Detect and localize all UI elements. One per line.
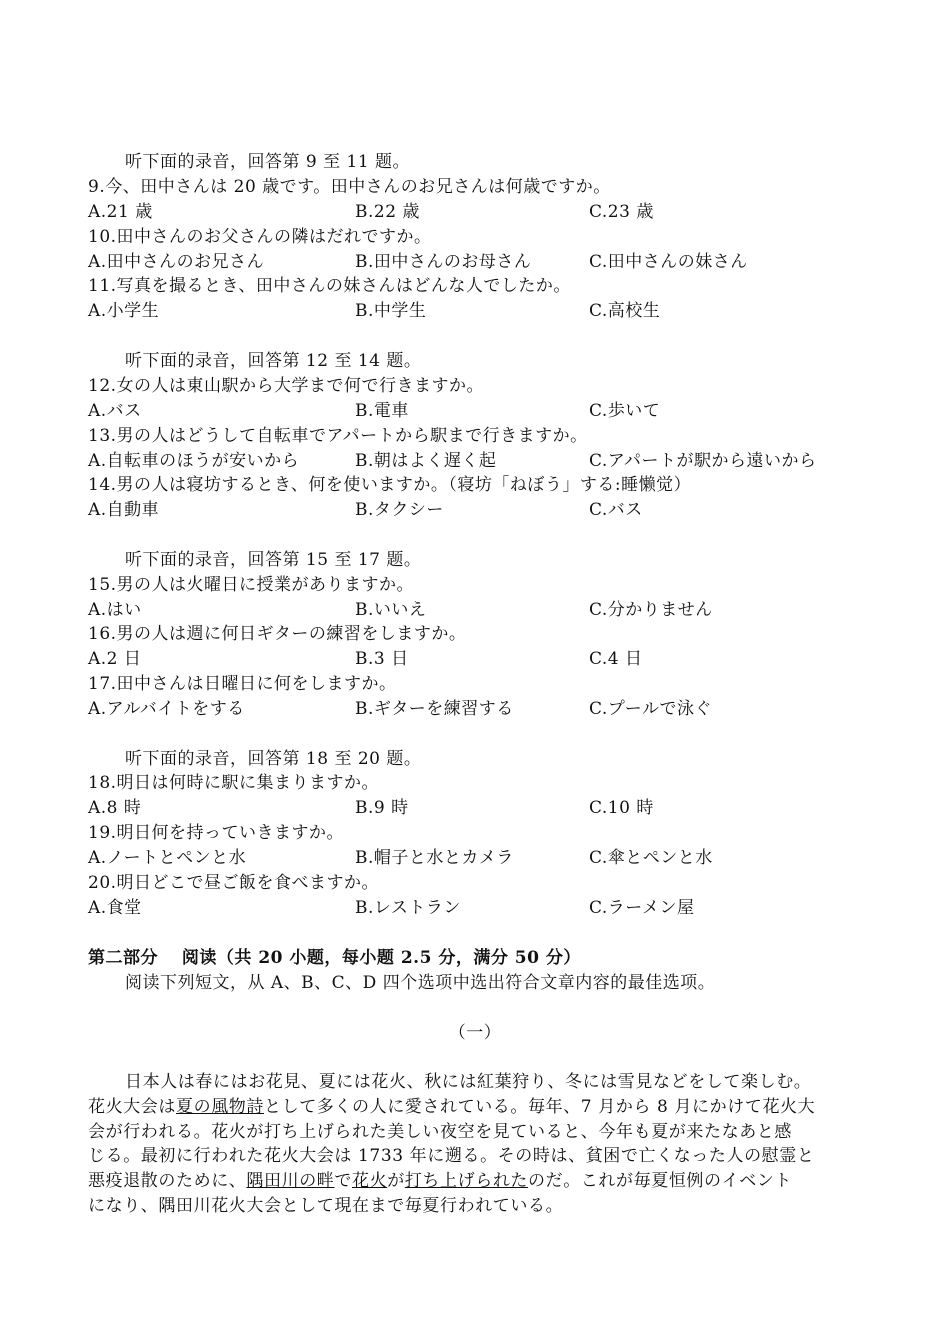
option-a: A.21 歳 bbox=[88, 202, 153, 222]
option-a: A.8 時 bbox=[88, 798, 142, 818]
question-13: 13.男の人はどうして自転車でアパートから駅まで行きますか。 bbox=[88, 426, 588, 446]
passage-text: のだ。これが毎夏恒例のイベント bbox=[528, 1171, 793, 1191]
option-a: A.小学生 bbox=[88, 301, 160, 321]
option-a: A.田中さんのお兄さん bbox=[88, 252, 265, 272]
question-15: 15.男の人は火曜日に授業がありますか。 bbox=[88, 575, 415, 595]
options-10 bbox=[88, 250, 868, 275]
passage-text: で bbox=[334, 1171, 353, 1191]
question-11: 11.写真を撮るとき、田中さんの妹さんはどんな人でしたか。 bbox=[88, 276, 571, 296]
options-16 bbox=[88, 647, 868, 672]
underlined-phrase: 夏の風物詩 bbox=[176, 1097, 264, 1117]
option-b: B.ギターを練習する bbox=[355, 699, 514, 719]
option-b: B.9 時 bbox=[355, 798, 409, 818]
option-b: B.電車 bbox=[355, 401, 409, 421]
underlined-phrase: 花火 bbox=[352, 1171, 388, 1191]
passage-text: 悪疫退散のために、 bbox=[88, 1171, 247, 1191]
options-15 bbox=[88, 598, 868, 623]
passage-line-1: 日本人は春にはお花見、夏には花火、秋には紅葉狩り、冬には雪見などをして楽しむ。 bbox=[125, 1072, 812, 1092]
options-17 bbox=[88, 697, 868, 722]
option-a: A.ノートとペンと水 bbox=[88, 848, 247, 868]
section-intro-9-11: 听下面的录音，回答第 9 至 11 题。 bbox=[125, 152, 411, 172]
option-c: C.ラーメン屋 bbox=[589, 898, 695, 918]
options-14 bbox=[88, 498, 868, 523]
question-14: 14.男の人は寝坊するとき、何を使いますか。（寝坊「ねぼう」する:睡懒觉） bbox=[88, 475, 692, 495]
section-intro-12-14: 听下面的录音，回答第 12 至 14 题。 bbox=[125, 351, 422, 371]
section-intro-15-17: 听下面的录音，回答第 15 至 17 题。 bbox=[125, 550, 422, 570]
underlined-phrase: 隅田川の畔 bbox=[246, 1171, 335, 1191]
options-13 bbox=[88, 449, 868, 474]
option-c: C.田中さんの妹さん bbox=[589, 252, 748, 272]
underlined-phrase: 打ち上げられた bbox=[404, 1171, 529, 1191]
options-11 bbox=[88, 299, 868, 324]
option-b: B.田中さんのお母さん bbox=[355, 252, 532, 272]
option-c: C.プールで泳ぐ bbox=[589, 699, 712, 719]
option-c: C.傘とペンと水 bbox=[589, 848, 713, 868]
part2-heading: 第二部分 阅读（共 20 小题，每小题 2.5 分，满分 50 分） bbox=[88, 948, 581, 968]
option-b: B.レストラン bbox=[355, 898, 461, 918]
question-19: 19.明日何を持っていきますか。 bbox=[88, 823, 345, 843]
option-a: A.アルバイトをする bbox=[88, 699, 245, 719]
passage-text: 花火大会は bbox=[88, 1097, 176, 1117]
passage-line-5 bbox=[88, 1169, 878, 1194]
passage-line-2 bbox=[88, 1095, 878, 1120]
part2-instruction: 阅读下列短文，从 A、B、C、D 四个选项中选出符合文章内容的最佳选项。 bbox=[125, 973, 716, 993]
passage-number: （一） bbox=[448, 1023, 502, 1043]
question-16: 16.男の人は週に何日ギターの練習をしますか。 bbox=[88, 624, 467, 644]
option-b: B.いいえ bbox=[355, 600, 427, 620]
option-c: C.10 時 bbox=[589, 798, 654, 818]
option-c: C.バス bbox=[589, 500, 643, 520]
option-a: A.バス bbox=[88, 401, 142, 421]
passage-line-3: 会が行われる。花火が打ち上げられた美しい夜空を見ていると、今年も夏が来たなあと感 bbox=[88, 1122, 792, 1142]
question-9: 9.今、田中さんは 20 歳です。田中さんのお兄さんは何歳ですか。 bbox=[88, 177, 611, 197]
option-b: B.タクシー bbox=[355, 500, 444, 520]
option-b: B.帽子と水とカメラ bbox=[355, 848, 514, 868]
question-18: 18.明日は何時に駅に集まりますか。 bbox=[88, 773, 380, 793]
option-a: A.自動車 bbox=[88, 500, 160, 520]
option-c: C.高校生 bbox=[589, 301, 661, 321]
options-18 bbox=[88, 796, 868, 821]
passage-line-6: になり、隅田川花火大会として現在まで毎夏行われている。 bbox=[88, 1196, 564, 1216]
option-a: A.はい bbox=[88, 600, 142, 620]
options-12 bbox=[88, 399, 868, 424]
option-a: A.食堂 bbox=[88, 898, 142, 918]
option-b: B.22 歳 bbox=[355, 202, 420, 222]
option-c: C.アパートが駅から遠いから bbox=[589, 451, 817, 471]
option-b: B.中学生 bbox=[355, 301, 427, 321]
section-intro-18-20: 听下面的录音，回答第 18 至 20 题。 bbox=[125, 749, 422, 769]
passage-text: が bbox=[387, 1171, 405, 1191]
option-c: C.4 日 bbox=[589, 649, 643, 669]
option-b: B.3 日 bbox=[355, 649, 409, 669]
option-c: C.歩いて bbox=[589, 401, 661, 421]
option-a: A.2 日 bbox=[88, 649, 142, 669]
passage-text: として多くの人に愛されている。毎年、7 月から 8 月にかけて花火大 bbox=[264, 1097, 816, 1117]
option-c: C.分かりません bbox=[589, 600, 713, 620]
options-19 bbox=[88, 846, 868, 871]
options-9 bbox=[88, 200, 868, 225]
options-20 bbox=[88, 896, 868, 921]
question-10: 10.田中さんのお父さんの隣はだれですか。 bbox=[88, 227, 432, 247]
option-b: B.朝はよく遅く起 bbox=[355, 451, 497, 471]
question-12: 12.女の人は東山駅から大学まで何で行きますか。 bbox=[88, 376, 485, 396]
question-20: 20.明日どこで昼ご飯を食べますか。 bbox=[88, 873, 380, 893]
option-c: C.23 歳 bbox=[589, 202, 654, 222]
option-a: A.自転車のほうが安いから bbox=[88, 451, 300, 471]
question-17: 17.田中さんは日曜日に何をしますか。 bbox=[88, 674, 397, 694]
passage-line-4: じる。最初に行われた花火大会は 1733 年に遡る。その時は、貧困で亡くなった人の慰霊と bbox=[88, 1146, 815, 1166]
